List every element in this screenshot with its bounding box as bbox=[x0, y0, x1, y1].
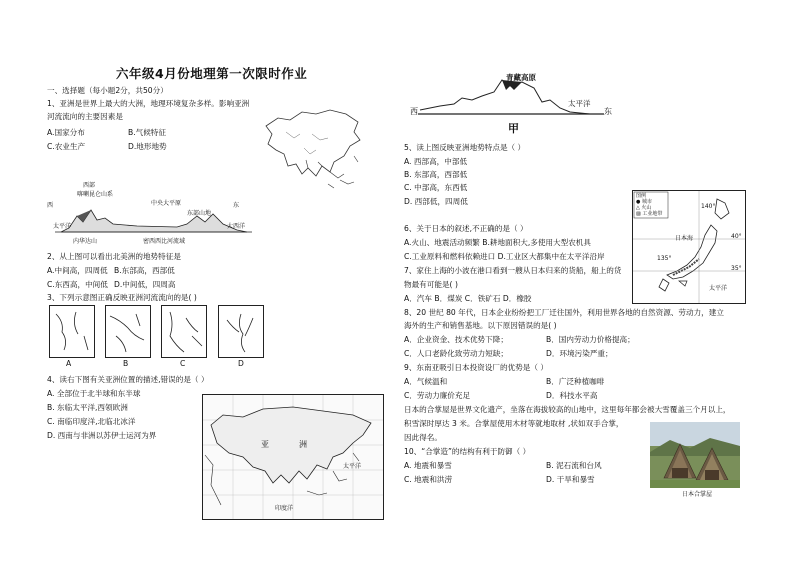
photo-caption: 日本合掌屋 bbox=[682, 491, 713, 498]
q1-stem-line1: 1、亚洲是世界上最大的大洲，地理环境复杂多样。影响亚洲 bbox=[47, 99, 250, 108]
map-label-asia-1: 亚 bbox=[261, 440, 269, 449]
q9-stem: 9、东南亚吸引日本投资设厂的优势是（ ） bbox=[404, 363, 548, 372]
q3-label-c: C bbox=[180, 359, 186, 368]
legend-volcano: △ 火山 bbox=[636, 205, 652, 211]
asia-grid-map bbox=[202, 394, 384, 520]
q3-label-b: B bbox=[123, 359, 129, 368]
passage-line1: 日本的合掌屋是世界文化遗产，坐落在海拔较高的山地中，这里每年都会被大雪覆盖三个月以上， bbox=[404, 405, 731, 414]
asia-outline-map bbox=[258, 104, 370, 192]
label-pacific: 太平洋 bbox=[53, 223, 72, 230]
section-heading: 一、选择题（每小题2分，共50分） bbox=[47, 86, 168, 95]
label-west: 西 bbox=[47, 202, 54, 209]
label-eastern-mtn: 东部山地 bbox=[187, 210, 212, 217]
asia-terrain-profile bbox=[410, 70, 610, 140]
q7-stem-line2: 物最有可能是( ) bbox=[404, 280, 458, 289]
q8-option-b[interactable]: B．国内劳动力价格提高； bbox=[546, 335, 635, 344]
q5-option-a[interactable]: A. 西部高，中部低 bbox=[404, 157, 468, 166]
label-sea-of-japan: 日本海 bbox=[675, 235, 694, 242]
q1-option-b[interactable]: B.气候特征 bbox=[128, 128, 166, 137]
q3-diagram-c[interactable] bbox=[161, 305, 207, 358]
q2-option-b[interactable]: B.东部高，西部低 bbox=[114, 266, 175, 275]
q8-stem-line2: 海外的生产和销售基地。以下原因错误的是( ) bbox=[404, 321, 557, 330]
q3-label-a: A bbox=[66, 359, 72, 368]
q4-option-b[interactable]: B. 东临太平洋,西领欧洲 bbox=[47, 403, 128, 412]
passage-line2: 积雪深时厚达 3 米。合掌屋使用木材等就地取材 ,状如双手合掌， bbox=[404, 419, 624, 428]
q4-stem: 4、读右下图有关亚洲位置的描述,错误的是（ ） bbox=[47, 375, 209, 384]
passage-line3: 因此得名。 bbox=[404, 433, 442, 442]
q1-option-c[interactable]: C.农业生产 bbox=[47, 142, 86, 151]
label-east-2: 东 bbox=[604, 107, 612, 116]
label-central-plain: 中央大平原 bbox=[151, 200, 182, 207]
q8-option-a[interactable]: A．企业资金、技术优势下降； bbox=[404, 335, 508, 344]
label-jia: 甲 bbox=[508, 122, 519, 135]
label-plateau: 内华达山 bbox=[73, 238, 98, 245]
q2-option-a[interactable]: A.中间高，四周低 bbox=[47, 266, 108, 275]
q2-option-d[interactable]: D.中间低，四周高 bbox=[114, 280, 176, 289]
q6-options-cd[interactable]: C.工业原料和燃料依赖进口 D.工业区大都集中在太平洋沿岸 bbox=[404, 252, 605, 261]
label-lon-135: 135° bbox=[657, 255, 672, 262]
q7-stem-line1: 7、家住上海的小波在港口看到一艘从日本归来的货船，船上的货 bbox=[404, 266, 622, 275]
q9-option-b[interactable]: B．广泛种植咖啡 bbox=[546, 377, 605, 386]
label-lat-35: 35° bbox=[731, 265, 742, 272]
label-karakoram: 喀喇昆仑山系 bbox=[77, 191, 114, 198]
q6-options-ab[interactable]: A.火山、地震活动频繁 B.耕地面积大,多使用大型农机具 bbox=[404, 238, 591, 247]
label-mississippi: 密西西比河流域 bbox=[143, 238, 186, 245]
north-america-profile bbox=[47, 180, 257, 250]
label-lon-140: 140° bbox=[701, 203, 716, 210]
legend-title: 图例 bbox=[636, 193, 647, 199]
q9-option-a[interactable]: A．气候温和 bbox=[404, 377, 448, 386]
q10-option-a[interactable]: A. 地震和暴雪 bbox=[404, 461, 452, 470]
q9-option-c[interactable]: C．劳动力廉价充足 bbox=[404, 391, 471, 400]
map-label-indian-ocean: 印度洋 bbox=[275, 505, 294, 512]
q10-option-b[interactable]: B. 泥石流和台风 bbox=[546, 461, 602, 470]
q6-stem: 6、关于日本的叙述,不正确的是（ ） bbox=[404, 224, 528, 233]
q8-option-c[interactable]: C．人口老龄化致劳动力短缺； bbox=[404, 349, 509, 358]
q10-stem: 10、“合掌造”的结构有利于防御（ ） bbox=[404, 447, 531, 456]
label-pacific-japan: 太平洋 bbox=[709, 285, 728, 292]
label-west-region: 西部 bbox=[83, 182, 96, 189]
q5-option-d[interactable]: D. 西部低，四周低 bbox=[404, 197, 468, 206]
q3-stem: 3、下列示意图正确反映亚洲河流流向的是( ) bbox=[47, 293, 197, 302]
q5-option-b[interactable]: B. 东部高，西部低 bbox=[404, 170, 468, 179]
label-atlantic: 大西洋 bbox=[227, 223, 246, 230]
label-east: 东 bbox=[233, 202, 240, 209]
page-title: 六年级4月份地理第一次限时作业 bbox=[116, 66, 308, 81]
q9-option-d[interactable]: D．科技水平高 bbox=[546, 391, 598, 400]
q8-option-d[interactable]: D．环境污染严重； bbox=[546, 349, 613, 358]
label-west-2: 西 bbox=[410, 107, 418, 116]
q10-option-d[interactable]: D. 干旱和暴雪 bbox=[546, 475, 595, 484]
map-label-asia-2: 洲 bbox=[299, 440, 307, 449]
q3-diagram-b[interactable] bbox=[105, 305, 151, 358]
label-tibetan-plateau: 青藏高原 bbox=[506, 73, 536, 82]
map-label-pacific: 太平洋 bbox=[343, 463, 362, 470]
gassho-house-photo bbox=[650, 422, 740, 488]
q10-option-c[interactable]: C. 地震和洪涝 bbox=[404, 475, 453, 484]
q4-option-d[interactable]: D. 西南与非洲以苏伊士运河为界 bbox=[47, 431, 157, 440]
q5-stem: 5、读上图反映亚洲地势特点是（ ） bbox=[404, 143, 526, 152]
q4-option-c[interactable]: C. 南临印度洋,北临北冰洋 bbox=[47, 417, 136, 426]
label-lat-40: 40° bbox=[731, 233, 742, 240]
q7-options[interactable]: A．汽车 B．煤炭 C．铁矿石 D．橡胶 bbox=[404, 294, 532, 303]
q8-stem-line1: 8、20 世纪 80 年代，日本企业纷纷把工厂迁往国外，利用世界各地的自然资源、劳动力，建立 bbox=[404, 308, 724, 317]
q1-option-d[interactable]: D.地形地势 bbox=[128, 142, 167, 151]
q2-stem: 2、从上图可以看出北美洲的地势特征是 bbox=[47, 252, 181, 261]
q3-diagram-a[interactable] bbox=[49, 305, 95, 358]
q3-diagram-d[interactable] bbox=[218, 305, 264, 358]
q2-option-c[interactable]: C.东西高，中间低 bbox=[47, 280, 108, 289]
japan-map bbox=[632, 190, 746, 304]
q1-option-a[interactable]: A.国家分布 bbox=[47, 128, 85, 137]
q1-stem-line2: 河流流向的主要因素是 bbox=[47, 112, 123, 121]
legend-city: ● 城市 bbox=[636, 199, 652, 205]
legend-industry: ▨ 工业地带 bbox=[636, 211, 663, 217]
label-pacific-2: 太平洋 bbox=[568, 99, 591, 108]
q4-option-a[interactable]: A. 全部位于北半球和东半球 bbox=[47, 389, 141, 398]
q3-label-d: D bbox=[238, 359, 244, 368]
q5-option-c[interactable]: C. 中部高，东西低 bbox=[404, 183, 468, 192]
